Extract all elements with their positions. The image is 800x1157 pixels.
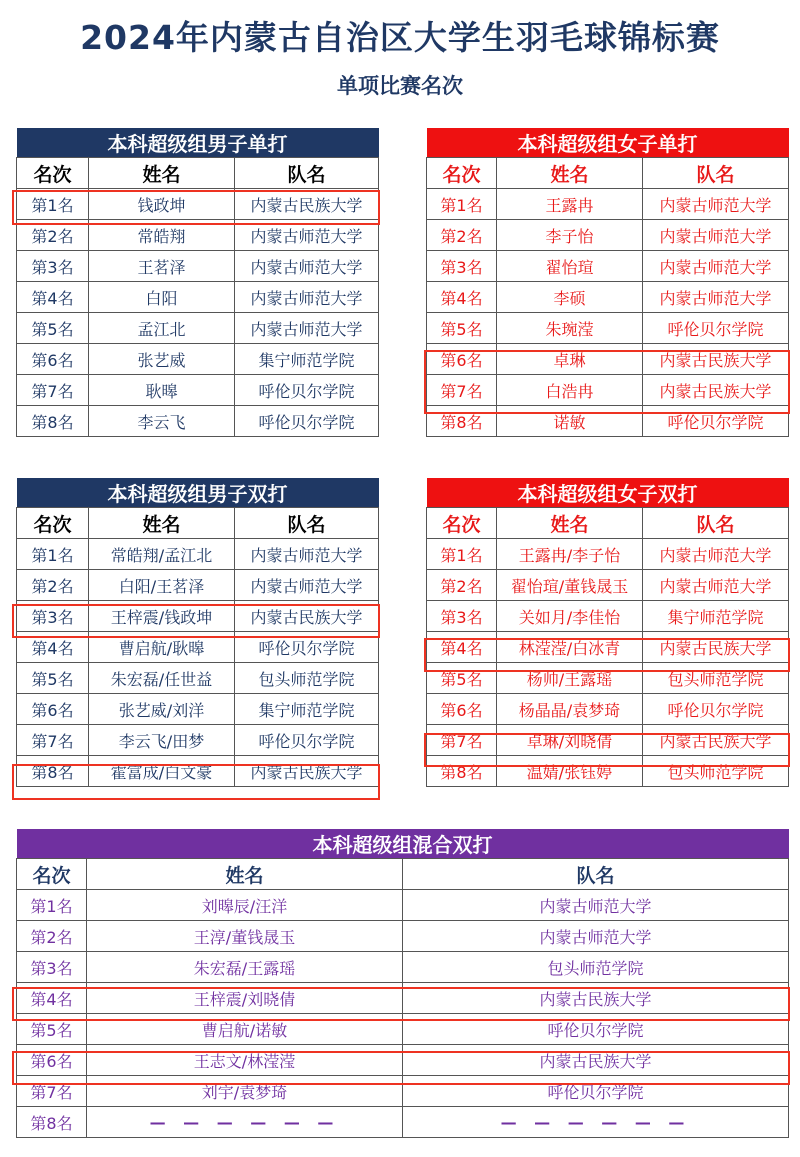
table-row: [427, 344, 789, 375]
table-row: [17, 220, 379, 251]
table-row: [17, 282, 379, 313]
table-row: [427, 313, 789, 344]
name-cell: 李子怡: [497, 220, 643, 251]
page-subtitle: 单项比赛名次: [337, 74, 463, 98]
name-cell: 王茗泽: [89, 251, 235, 282]
table-row: [427, 663, 789, 694]
rank-cell: 第5名: [427, 663, 497, 694]
table-caption: 本科超级组男子单打: [17, 128, 379, 158]
rank-cell: 第1名: [17, 539, 89, 570]
rank-cell: 第2名: [17, 921, 87, 952]
team-cell: 包头师范学院: [235, 663, 379, 694]
name-header: 姓名: [497, 508, 643, 539]
team-cell: 内蒙古民族大学: [235, 601, 379, 632]
rank-cell: 第1名: [17, 189, 89, 220]
table-row: [17, 756, 379, 787]
name-cell: 霍富成/白文豪: [89, 756, 235, 787]
rank-header: 名次: [427, 158, 497, 189]
rank-cell: 第3名: [17, 952, 87, 983]
rank-cell: 第3名: [17, 251, 89, 282]
table-row: [17, 344, 379, 375]
rank-cell: 第5名: [17, 663, 89, 694]
team-cell: 内蒙古民族大学: [643, 375, 789, 406]
team-cell: 呼伦贝尔学院: [235, 632, 379, 663]
team-cell: 内蒙古师范大学: [235, 539, 379, 570]
rank-cell: 第6名: [17, 344, 89, 375]
rank-cell: 第8名: [427, 756, 497, 787]
name-cell: 白阳: [89, 282, 235, 313]
team-cell: 内蒙古师范大学: [643, 220, 789, 251]
table-row: [427, 406, 789, 437]
team-cell: 集宁师范学院: [235, 344, 379, 375]
rank-cell: 第3名: [427, 601, 497, 632]
name-cell: 翟怡瑄/董钱晟玉: [497, 570, 643, 601]
team-cell: 内蒙古师范大学: [235, 220, 379, 251]
table-row: [427, 601, 789, 632]
table-row: [17, 663, 379, 694]
team-cell: 内蒙古民族大学: [643, 632, 789, 663]
rank-cell: 第6名: [17, 694, 89, 725]
team-cell: 内蒙古民族大学: [643, 725, 789, 756]
table-row: [17, 601, 379, 632]
placeholder-dashes: — — — — — —: [149, 1112, 340, 1132]
name-cell: 朱琬滢: [497, 313, 643, 344]
rank-cell: 第2名: [427, 220, 497, 251]
name-header: 姓名: [89, 508, 235, 539]
women-singles-table: [426, 128, 789, 437]
name-cell: 王志文/林滢滢: [87, 1045, 403, 1076]
rank-header: 名次: [427, 508, 497, 539]
rank-cell: 第6名: [427, 344, 497, 375]
rank-cell: 第8名: [427, 406, 497, 437]
table-row: [427, 570, 789, 601]
name-cell: 李硕: [497, 282, 643, 313]
table-caption: 本科超级组男子双打: [17, 478, 379, 508]
table-row: [17, 251, 379, 282]
team-cell: 呼伦贝尔学院: [403, 1076, 789, 1107]
rank-cell: 第2名: [17, 570, 89, 601]
table-row: [427, 251, 789, 282]
table-caption: 本科超级组混合双打: [17, 829, 789, 859]
table-caption: 本科超级组女子单打: [427, 128, 789, 158]
name-cell: 李云飞/田梦: [89, 725, 235, 756]
name-cell: 杨晶晶/袁梦琦: [497, 694, 643, 725]
team-header: 队名: [235, 158, 379, 189]
team-cell: 内蒙古师范大学: [403, 921, 789, 952]
name-cell: 杨帅/王露瑶: [497, 663, 643, 694]
table-row: [17, 189, 379, 220]
team-cell: 包头师范学院: [643, 756, 789, 787]
rank-cell: 第7名: [17, 1076, 87, 1107]
team-cell: 呼伦贝尔学院: [403, 1014, 789, 1045]
rank-cell: 第2名: [17, 220, 89, 251]
table-row: [427, 632, 789, 663]
rank-cell: 第8名: [17, 1107, 87, 1138]
team-cell: 包头师范学院: [643, 663, 789, 694]
team-cell: [403, 1107, 789, 1138]
name-cell: 朱宏磊/王露瑶: [87, 952, 403, 983]
table-row: [427, 539, 789, 570]
name-header: 姓名: [87, 859, 403, 890]
team-cell: 内蒙古师范大学: [235, 570, 379, 601]
table-row: [17, 539, 379, 570]
team-cell: 内蒙古师范大学: [643, 282, 789, 313]
name-header: 姓名: [497, 158, 643, 189]
team-cell: 内蒙古师范大学: [643, 570, 789, 601]
table-row: [17, 632, 379, 663]
team-cell: 呼伦贝尔学院: [643, 694, 789, 725]
name-cell: 朱宏磊/任世益: [89, 663, 235, 694]
name-cell: 卓琳/刘晓倩: [497, 725, 643, 756]
table-row: [427, 756, 789, 787]
rank-cell: 第4名: [17, 632, 89, 663]
men-singles-table: [16, 128, 379, 437]
name-cell: 王淳/董钱晟玉: [87, 921, 403, 952]
name-cell: 诺敏: [497, 406, 643, 437]
mixed-doubles-table: [16, 829, 789, 1138]
table-row: [17, 983, 789, 1014]
rank-cell: 第6名: [17, 1045, 87, 1076]
table-row: [17, 1014, 789, 1045]
table-row: [17, 890, 789, 921]
team-cell: 内蒙古师范大学: [643, 189, 789, 220]
team-cell: 呼伦贝尔学院: [235, 725, 379, 756]
men-doubles-table: [16, 478, 379, 787]
team-cell: 内蒙古师范大学: [403, 890, 789, 921]
name-cell: 刘宇/袁梦琦: [87, 1076, 403, 1107]
team-cell: 内蒙古民族大学: [643, 344, 789, 375]
team-cell: 内蒙古师范大学: [643, 251, 789, 282]
table-caption: 本科超级组女子双打: [427, 478, 789, 508]
team-header: 队名: [643, 158, 789, 189]
rank-cell: 第4名: [427, 282, 497, 313]
rank-header: 名次: [17, 859, 87, 890]
rank-cell: 第7名: [427, 725, 497, 756]
table-row: [17, 725, 379, 756]
rank-cell: 第8名: [17, 756, 89, 787]
table-row: [427, 189, 789, 220]
name-cell: 耿暤: [89, 375, 235, 406]
name-cell: 白阳/王茗泽: [89, 570, 235, 601]
table-row: [17, 694, 379, 725]
team-cell: 包头师范学院: [403, 952, 789, 983]
team-cell: 呼伦贝尔学院: [643, 313, 789, 344]
rank-cell: 第1名: [427, 189, 497, 220]
team-cell: 内蒙古师范大学: [643, 539, 789, 570]
table-row: [427, 694, 789, 725]
rank-cell: 第7名: [17, 375, 89, 406]
table-row: [17, 313, 379, 344]
table-row: [17, 406, 379, 437]
name-cell: [87, 1107, 403, 1138]
page-title: 2024年内蒙古自治区大学生羽毛球锦标赛: [80, 18, 720, 57]
table-row: [17, 570, 379, 601]
rank-cell: 第6名: [427, 694, 497, 725]
rank-cell: 第7名: [427, 375, 497, 406]
table-row: [427, 220, 789, 251]
team-cell: 内蒙古民族大学: [403, 983, 789, 1014]
rank-cell: 第4名: [427, 632, 497, 663]
team-cell: 内蒙古民族大学: [235, 756, 379, 787]
table-row: [17, 1107, 789, 1138]
rank-cell: 第7名: [17, 725, 89, 756]
rank-cell: 第3名: [17, 601, 89, 632]
table-row: [17, 921, 789, 952]
name-cell: 孟江北: [89, 313, 235, 344]
team-cell: 内蒙古师范大学: [235, 282, 379, 313]
name-cell: 曹启航/耿暤: [89, 632, 235, 663]
team-cell: 内蒙古师范大学: [235, 313, 379, 344]
table-row: [17, 1076, 789, 1107]
name-cell: 王梓震/钱政坤: [89, 601, 235, 632]
rank-cell: 第4名: [17, 983, 87, 1014]
team-cell: 内蒙古民族大学: [403, 1045, 789, 1076]
name-cell: 刘暤辰/汪洋: [87, 890, 403, 921]
team-cell: 集宁师范学院: [643, 601, 789, 632]
name-cell: 林滢滢/白冰青: [497, 632, 643, 663]
team-cell: 呼伦贝尔学院: [643, 406, 789, 437]
table-row: [427, 375, 789, 406]
name-header: 姓名: [89, 158, 235, 189]
rank-cell: 第4名: [17, 282, 89, 313]
team-cell: 内蒙古民族大学: [235, 189, 379, 220]
rank-cell: 第8名: [17, 406, 89, 437]
name-cell: 张艺威: [89, 344, 235, 375]
table-row: [17, 1045, 789, 1076]
rank-cell: 第2名: [427, 570, 497, 601]
name-cell: 常皓翔: [89, 220, 235, 251]
rank-header: 名次: [17, 508, 89, 539]
team-header: 队名: [235, 508, 379, 539]
name-cell: 白浩冉: [497, 375, 643, 406]
table-row: [427, 725, 789, 756]
name-cell: 王梓震/刘晓倩: [87, 983, 403, 1014]
rank-cell: 第5名: [17, 313, 89, 344]
name-cell: 常皓翔/孟江北: [89, 539, 235, 570]
name-cell: 张艺威/刘洋: [89, 694, 235, 725]
table-row: [17, 375, 379, 406]
team-cell: 内蒙古师范大学: [235, 251, 379, 282]
name-cell: 温婧/张钰婷: [497, 756, 643, 787]
team-cell: 呼伦贝尔学院: [235, 375, 379, 406]
rank-cell: 第3名: [427, 251, 497, 282]
placeholder-dashes: — — — — — —: [500, 1112, 691, 1132]
rank-cell: 第5名: [17, 1014, 87, 1045]
women-doubles-table: [426, 478, 789, 787]
name-cell: 王露冉/李子怡: [497, 539, 643, 570]
team-cell: 集宁师范学院: [235, 694, 379, 725]
name-cell: 翟怡瑄: [497, 251, 643, 282]
name-cell: 曹启航/诺敏: [87, 1014, 403, 1045]
team-cell: 呼伦贝尔学院: [235, 406, 379, 437]
name-cell: 钱政坤: [89, 189, 235, 220]
table-row: [17, 952, 789, 983]
name-cell: 王露冉: [497, 189, 643, 220]
table-row: [427, 282, 789, 313]
team-header: 队名: [643, 508, 789, 539]
rank-header: 名次: [17, 158, 89, 189]
name-cell: 李云飞: [89, 406, 235, 437]
name-cell: 卓琳: [497, 344, 643, 375]
rank-cell: 第1名: [17, 890, 87, 921]
rank-cell: 第5名: [427, 313, 497, 344]
team-header: 队名: [403, 859, 789, 890]
rank-cell: 第1名: [427, 539, 497, 570]
name-cell: 关如月/李佳怡: [497, 601, 643, 632]
